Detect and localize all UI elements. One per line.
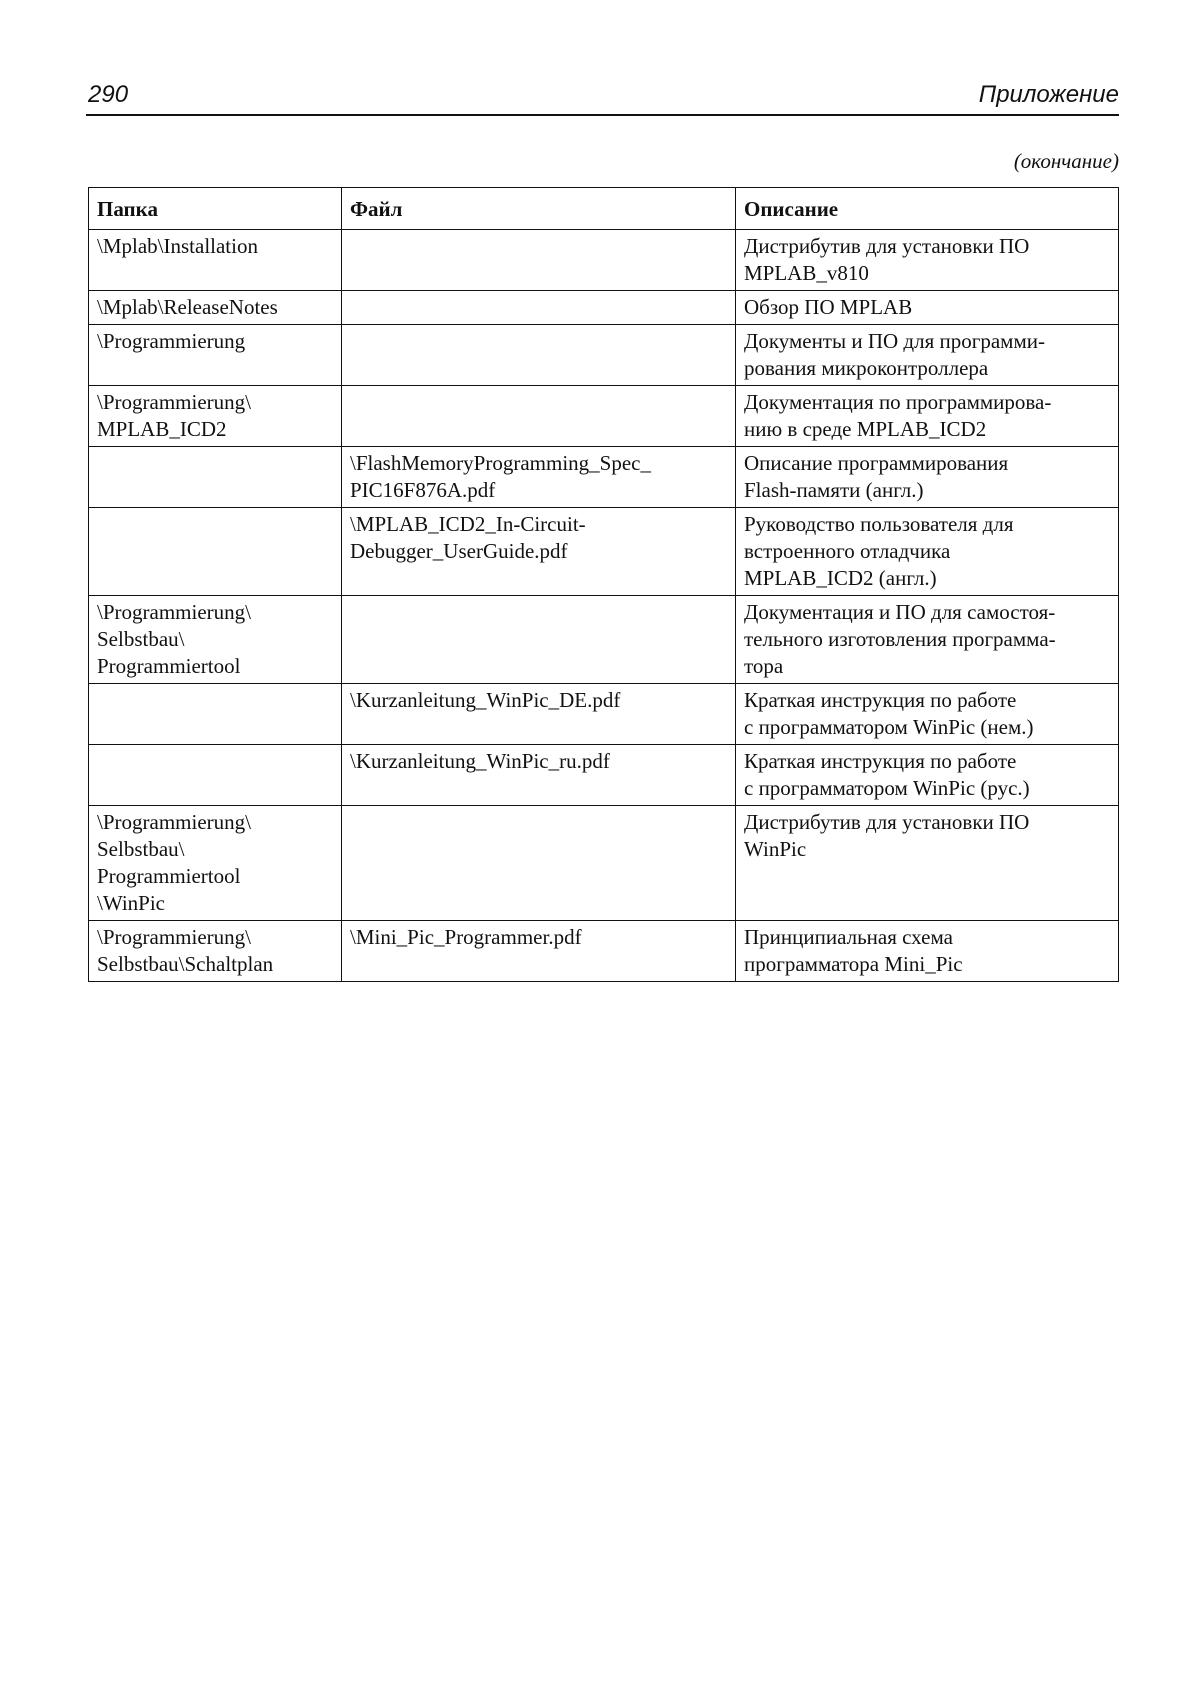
file-cell [342, 325, 736, 386]
folder-cell: \Programmierung\ Selbstbau\Schaltplan [89, 921, 342, 982]
table-row [89, 684, 1119, 745]
table-row [89, 596, 1119, 684]
file-cell: \Kurzanleitung_WinPic_ru.pdf [342, 745, 736, 806]
file-cell [342, 291, 736, 325]
table-row [89, 806, 1119, 921]
column-header-folder: Папка [89, 188, 342, 230]
table-row [89, 291, 1119, 325]
description-cell: Документация и ПО для самостоя- тельного изготовления программа- тора [736, 596, 1119, 684]
description-cell: Описание программирования Flash-памяти (англ.) [736, 447, 1119, 508]
folder-cell [89, 508, 342, 596]
description-cell: Руководство пользователя для встроенного отладчика MPLAB_ICD2 (англ.) [736, 508, 1119, 596]
table-row [89, 325, 1119, 386]
file-cell [342, 386, 736, 447]
file-cell: \Mini_Pic_Programmer.pdf [342, 921, 736, 982]
description-cell: Дистрибутив для установки ПО MPLAB_v810 [736, 230, 1119, 291]
folder-cell: \Programmierung [89, 325, 342, 386]
file-cell: \FlashMemoryProgramming_Spec_ PIC16F876A.pdf [342, 447, 736, 508]
folder-cell: \Mplab\Installation [89, 230, 342, 291]
description-cell: Краткая инструкция по работе с программатором WinPic (нем.) [736, 684, 1119, 745]
folder-cell [89, 745, 342, 806]
folder-cell: \Programmierung\ Selbstbau\ Programmiertool \WinPic [89, 806, 342, 921]
folder-cell: \Programmierung\ Selbstbau\ Programmiertool [89, 596, 342, 684]
running-head: Приложение [978, 81, 1119, 108]
file-cell [342, 230, 736, 291]
files-table [88, 187, 1119, 982]
file-cell [342, 596, 736, 684]
description-cell: Документы и ПО для программи- рования микроконтроллера [736, 325, 1119, 386]
folder-cell: \Programmierung\ MPLAB_ICD2 [89, 386, 342, 447]
page-number: 290 [88, 81, 129, 108]
page-header [86, 80, 1119, 116]
table-row [89, 745, 1119, 806]
table-header-row [89, 188, 1119, 230]
table-row [89, 921, 1119, 982]
table-row [89, 230, 1119, 291]
folder-cell [89, 684, 342, 745]
table-continuation-caption: (окончание) [1013, 149, 1119, 173]
description-cell: Дистрибутив для установки ПО WinPic [736, 806, 1119, 921]
table-row [89, 386, 1119, 447]
column-header-description: Описание [736, 188, 1119, 230]
folder-cell: \Mplab\ReleaseNotes [89, 291, 342, 325]
description-cell: Обзор ПО MPLAB [736, 291, 1119, 325]
file-cell [342, 806, 736, 921]
table-row [89, 508, 1119, 596]
description-cell: Документация по программирова- нию в среде MPLAB_ICD2 [736, 386, 1119, 447]
file-cell: \Kurzanleitung_WinPic_DE.pdf [342, 684, 736, 745]
folder-cell [89, 447, 342, 508]
table-row [89, 447, 1119, 508]
description-cell: Принципиальная схема программатора Mini_Pic [736, 921, 1119, 982]
file-cell: \MPLAB_ICD2_In-Circuit- Debugger_UserGuide.pdf [342, 508, 736, 596]
description-cell: Краткая инструкция по работе с программатором WinPic (рус.) [736, 745, 1119, 806]
column-header-file: Файл [342, 188, 736, 230]
